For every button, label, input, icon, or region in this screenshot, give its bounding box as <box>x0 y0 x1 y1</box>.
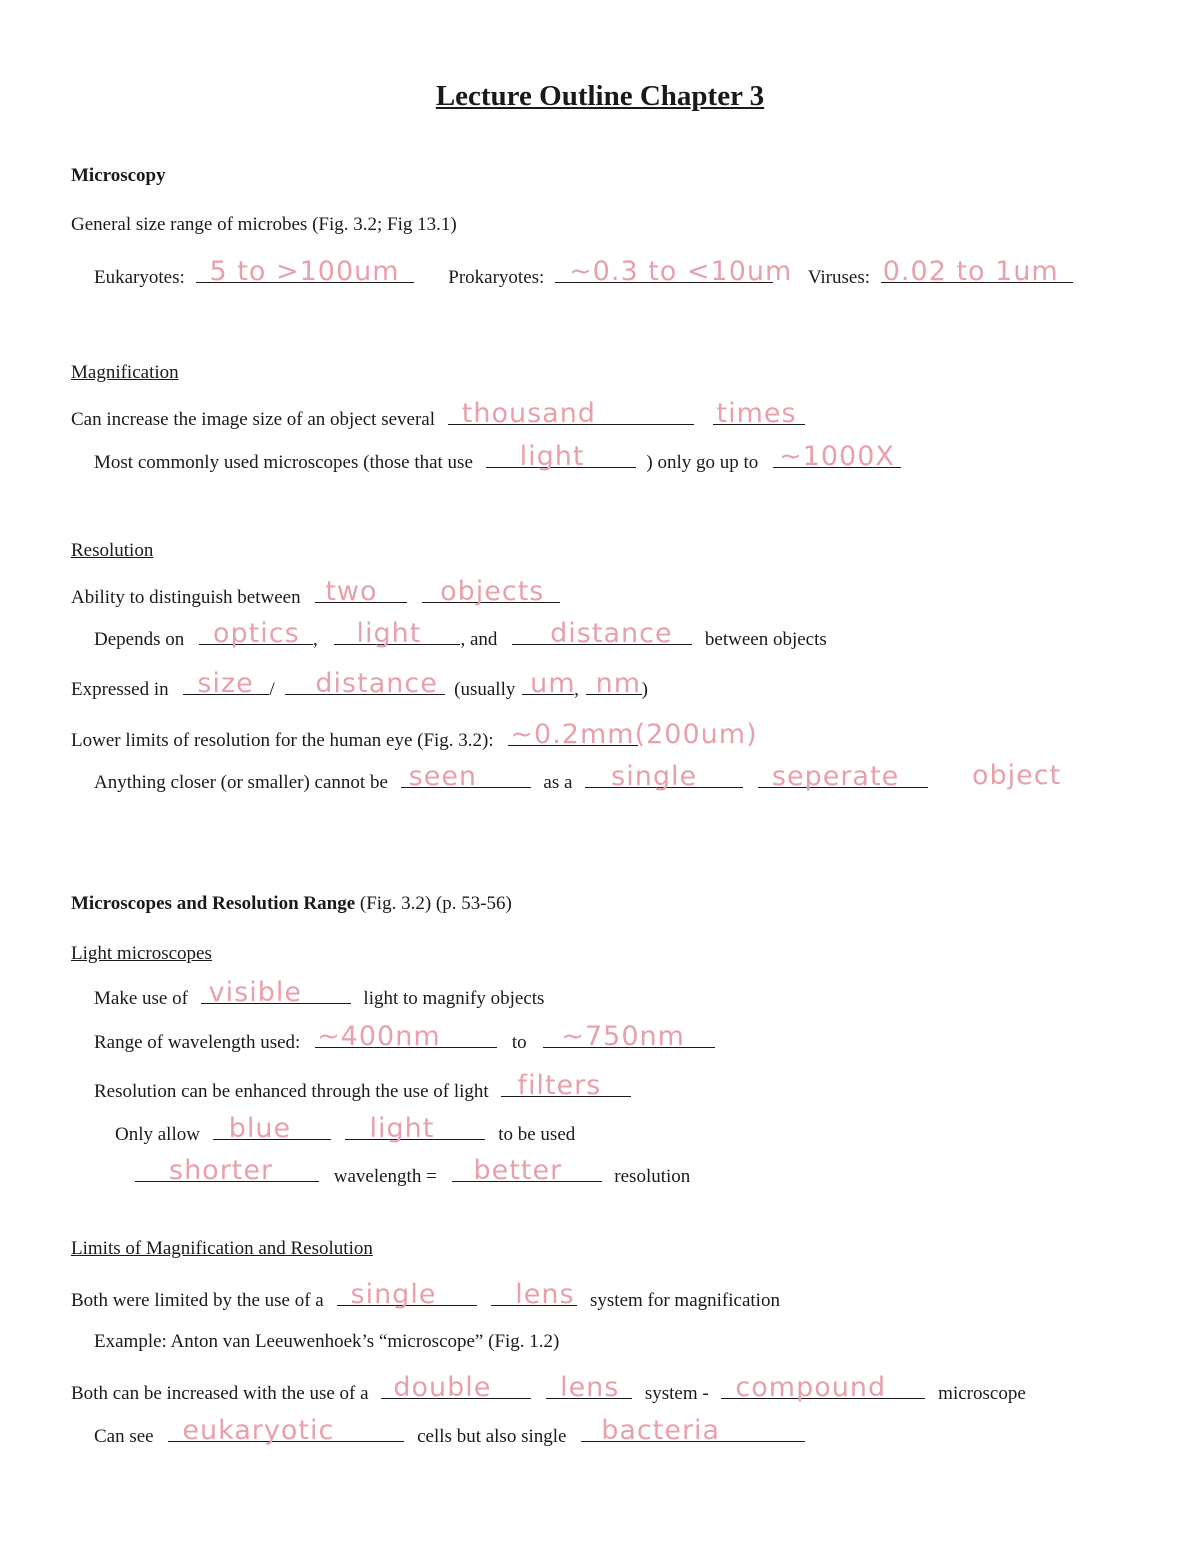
resolution-line-1: Ability to distinguish between two objects <box>71 583 560 610</box>
answer-seperate: seperate <box>771 761 900 792</box>
light-line-2: Range of wavelength used: ~400nm to ~750nm <box>94 1028 715 1055</box>
resolution-line-5: Anything closer (or smaller) cannot be seen as a single seperate <box>94 768 928 795</box>
answer-shorter: shorter <box>169 1155 274 1186</box>
blank-shorter[interactable] <box>135 1155 319 1186</box>
blank-bacteria[interactable] <box>581 1415 805 1446</box>
viruses-answer: 0.02 to 1um <box>882 256 1059 287</box>
blank-light-3[interactable] <box>345 1113 485 1144</box>
eukaryotes-label: Eukaryotes: <box>94 267 185 288</box>
blank-eukaryotic[interactable] <box>168 1415 404 1446</box>
light-line-5: shorter wavelength = better resolution <box>135 1162 690 1189</box>
answer-better: better <box>473 1155 563 1186</box>
size-row <box>94 256 1073 290</box>
viruses-label: Viruses: <box>807 267 870 288</box>
answer-two: two <box>325 576 378 607</box>
blank-two[interactable] <box>315 576 407 607</box>
answer-single: single <box>611 761 698 792</box>
prokaryotes-label: Prokaryotes: <box>448 267 545 288</box>
blank-single[interactable] <box>585 761 743 792</box>
answer-optics: optics <box>212 618 300 649</box>
viruses-blank[interactable] <box>881 256 1073 287</box>
answer-light-2: light <box>356 618 422 649</box>
blank-light[interactable] <box>486 441 636 472</box>
blank-light-2[interactable] <box>334 618 460 649</box>
answer-400nm: ~400nm <box>317 1021 441 1052</box>
subheading-limits: Limits of Magnification and Resolution <box>71 1238 373 1259</box>
resolution-line-2: Depends on optics , light , and distance between objects <box>94 618 827 650</box>
answer-times: times <box>716 398 797 429</box>
blank-single-2[interactable] <box>337 1279 477 1310</box>
blank-better[interactable] <box>452 1155 602 1186</box>
answer-blue: blue <box>228 1113 292 1144</box>
answer-objects: objects <box>440 576 545 607</box>
answer-thousand: thousand <box>461 398 596 429</box>
blank-compound[interactable] <box>721 1372 925 1403</box>
blank-400nm[interactable] <box>315 1021 497 1052</box>
answer-seen: seen <box>408 761 478 792</box>
section-heading-microscopes: Microscopes and Resolution Range (Fig. 3.2) (p. 53-56) <box>71 893 512 914</box>
blank-seperate[interactable] <box>758 761 928 792</box>
blank-objects[interactable] <box>422 576 560 607</box>
answer-eukaryotic: eukaryotic <box>182 1415 335 1446</box>
blank-1000x[interactable] <box>773 441 901 472</box>
answer-750nm: ~750nm <box>561 1021 685 1052</box>
eukaryotes-answer: 5 to >100um <box>209 256 400 287</box>
answer-single-2: single <box>350 1279 437 1310</box>
light-line-3: Resolution can be enhanced through the use of light filters <box>94 1077 631 1104</box>
answer-light: light <box>519 441 585 472</box>
eukaryotes-blank[interactable] <box>196 256 414 287</box>
answer-visible: visible <box>208 977 302 1008</box>
blank-blue[interactable] <box>213 1113 331 1144</box>
magnification-line-1: Can increase the image size of an object several thousand times <box>71 405 805 432</box>
blank-seen[interactable] <box>401 761 531 792</box>
answer-nm: nm <box>595 668 642 699</box>
blank-size[interactable] <box>183 668 269 699</box>
section-heading-microscopy: Microscopy <box>71 165 166 186</box>
resolution-line-3: Expressed in size / distance (usually um , nm ) <box>71 668 648 700</box>
blank-750nm[interactable] <box>543 1021 715 1052</box>
answer-compound: compound <box>735 1372 887 1403</box>
answer-um: um <box>530 668 576 699</box>
section-heading-magnification: Magnification <box>71 362 179 383</box>
blank-um[interactable] <box>522 668 576 699</box>
blank-filters[interactable] <box>501 1070 631 1101</box>
subheading-light-microscopes: Light microscopes <box>71 943 212 964</box>
section-heading-resolution: Resolution <box>71 540 154 561</box>
blank-double[interactable] <box>381 1372 531 1403</box>
answer-distance: distance <box>550 618 673 649</box>
size-range-text: General size range of microbes (Fig. 3.2; Fig 13.1) <box>71 214 457 235</box>
answer-lens: lens <box>515 1279 575 1310</box>
prokaryotes-blank[interactable] <box>555 256 793 287</box>
blank-nm[interactable] <box>586 668 642 699</box>
answer-1000x: ~1000X <box>779 441 895 472</box>
blank-visible[interactable] <box>201 977 351 1008</box>
blank-lens[interactable] <box>491 1279 577 1310</box>
answer-double: double <box>393 1372 492 1403</box>
limits-line-1: Both were limited by the use of a single lens system for magnification <box>71 1279 780 1311</box>
answer-size: size <box>197 668 254 699</box>
light-line-4: Only allow blue light to be used <box>115 1113 576 1145</box>
limits-line-3: Can see eukaryotic cells but also single bacteria <box>94 1422 805 1449</box>
resolution-line-4: Lower limits of resolution for the human eye (Fig. 3.2): ~0.2mm(200um) <box>71 719 758 751</box>
blank-distance[interactable] <box>512 618 692 649</box>
limits-example: Example: Anton van Leeuwenhoek’s “microscope” (Fig. 1.2) <box>94 1331 560 1352</box>
blank-optics[interactable] <box>199 618 313 649</box>
answer-light-3: light <box>369 1113 435 1144</box>
blank-distance-2[interactable] <box>285 668 445 699</box>
answer-filters: filters <box>517 1070 602 1101</box>
answer-bacteria: bacteria <box>601 1415 721 1446</box>
light-line-1: Make use of visible light to magnify objects <box>94 977 545 1009</box>
answer-lens-2: lens <box>560 1372 620 1403</box>
blank-02mm[interactable] <box>508 719 758 750</box>
page-title: Lecture Outline Chapter 3 <box>435 80 765 112</box>
prokaryotes-answer: ~0.3 to <10um <box>569 256 793 287</box>
blank-lens-2[interactable] <box>546 1372 632 1403</box>
answer-distance-2: distance <box>315 668 438 699</box>
blank-times[interactable] <box>713 398 805 429</box>
magnification-line-2: Most commonly used microscopes (those that use light ) only go up to ~1000X <box>94 448 901 475</box>
blank-thousand[interactable] <box>448 398 694 429</box>
answer-02mm: ~0.2mm(200um) <box>510 719 758 750</box>
limits-line-2: Both can be increased with the use of a double lens system - compound microscope <box>71 1372 1026 1404</box>
answer-object: object <box>972 760 1062 791</box>
